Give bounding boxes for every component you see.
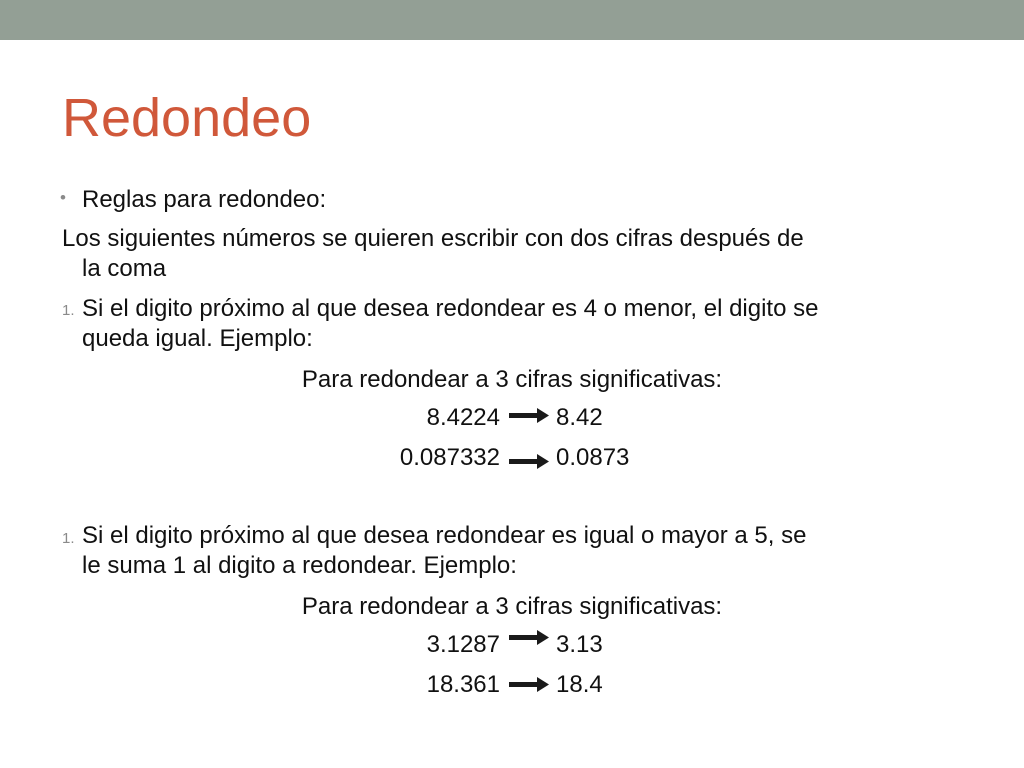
right-arrow-icon bbox=[509, 628, 549, 648]
example-to-value: 18.4 bbox=[556, 671, 603, 698]
example-from-value: 18.361 bbox=[426, 671, 500, 698]
rule2-subtitle: Para redondear a 3 cifras significativas: bbox=[301, 593, 723, 620]
example-to-value: 3.13 bbox=[556, 631, 603, 658]
rule1-example-row bbox=[0, 403, 1024, 433]
rule2-example-row bbox=[0, 630, 1024, 660]
rule2-example-row bbox=[0, 670, 1024, 700]
rule1-example-row bbox=[0, 443, 1024, 473]
rule2-number-marker: 1. bbox=[62, 530, 75, 547]
intro-line-2: la coma bbox=[82, 255, 167, 282]
rule2-line-1: Si el digito próximo al que desea redondear es igual o mayor a 5, se bbox=[82, 522, 807, 549]
example-from-value: 3.1287 bbox=[426, 631, 500, 658]
rule1-number-marker: 1. bbox=[62, 302, 75, 319]
right-arrow-icon bbox=[509, 452, 549, 472]
rule2-line-2: le suma 1 al digito a redondear. Ejemplo: bbox=[82, 552, 517, 579]
bullet-dot-icon: • bbox=[60, 188, 66, 207]
bullet-text: Reglas para redondeo: bbox=[82, 186, 327, 213]
top-accent-bar bbox=[0, 0, 1024, 40]
example-to-value: 8.42 bbox=[556, 404, 603, 431]
example-from-value: 0.087332 bbox=[399, 444, 500, 471]
rule1-line-2: queda igual. Ejemplo: bbox=[82, 325, 313, 352]
right-arrow-icon bbox=[509, 675, 549, 695]
right-arrow-icon bbox=[509, 406, 549, 426]
slide-title: Redondeo bbox=[62, 88, 312, 148]
example-from-value: 8.4224 bbox=[426, 404, 500, 431]
example-to-value: 0.0873 bbox=[556, 444, 630, 471]
rule1-line-1: Si el digito próximo al que desea redondear es 4 o menor, el digito se bbox=[82, 295, 819, 322]
intro-line-1: Los siguientes números se quieren escribir con dos cifras después de bbox=[62, 225, 804, 252]
rule1-subtitle: Para redondear a 3 cifras significativas: bbox=[301, 366, 723, 393]
